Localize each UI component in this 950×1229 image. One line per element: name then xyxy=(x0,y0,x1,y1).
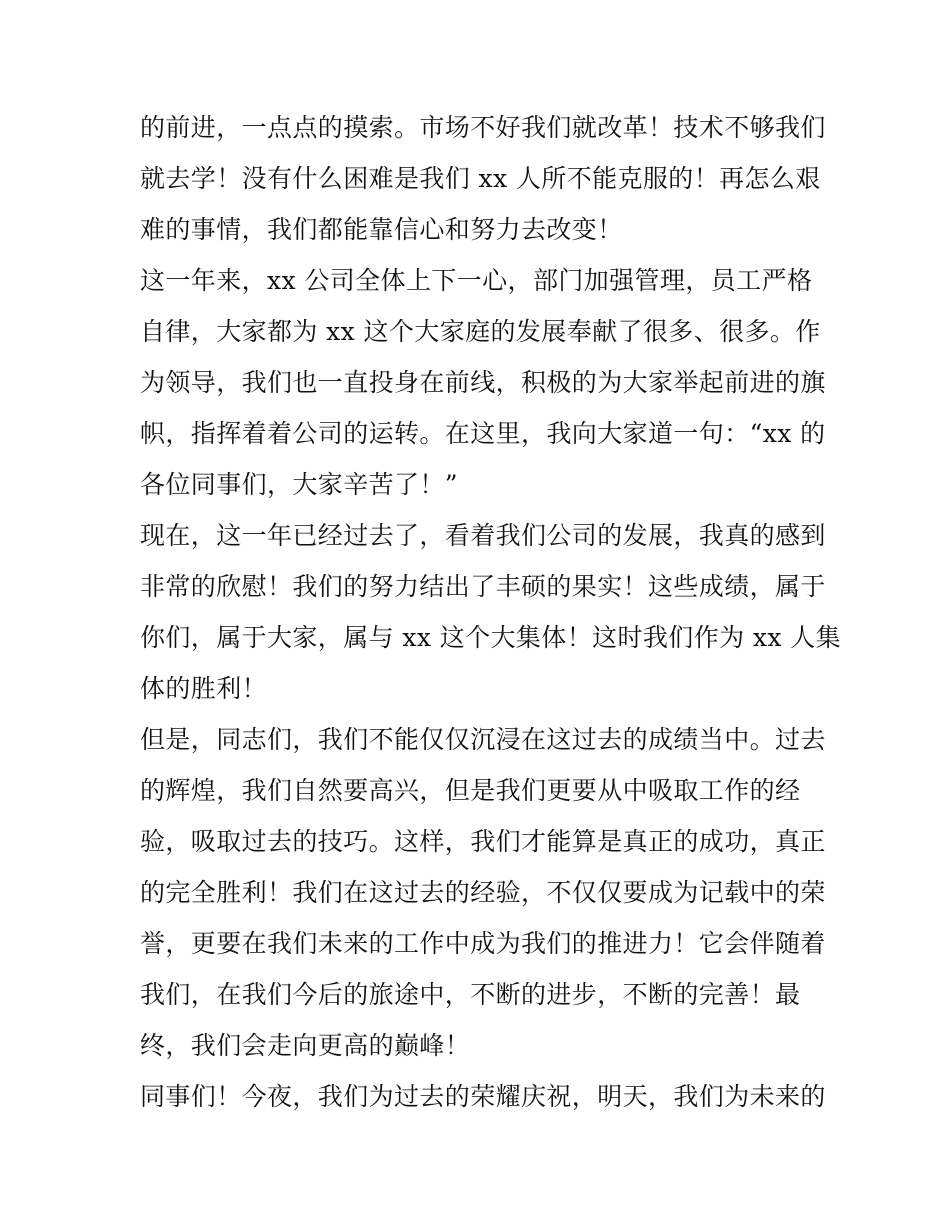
text-line: 非常的欣慰！我们的努力结出了丰硕的果实！这些成绩，属于 xyxy=(140,572,826,601)
text-line: 但是，同志们，我们不能仅仅沉浸在这过去的成绩当中。过去 xyxy=(140,725,826,754)
text-line: 帜，指挥着着公司的运转。在这里，我向大家道一句：“xx 的 xyxy=(140,419,826,448)
text-line: 就去学！没有什么困难是我们 xx 人所不能克服的！再怎么艰 xyxy=(140,164,821,193)
text-line: 的前进，一点点的摸索。市场不好我们就改革！技术不够我们 xyxy=(140,113,826,142)
text-line: 各位同事们，大家辛苦了！” xyxy=(140,470,458,499)
text-line: 这一年来，xx 公司全体上下一心，部门加强管理，员工严格 xyxy=(140,266,813,295)
text-line: 终，我们会走向更高的巅峰！ xyxy=(140,1031,471,1060)
text-line: 体的胜利！ xyxy=(140,674,268,703)
text-line: 你们，属于大家，属与 xx 这个大集体！这时我们作为 xx 人集 xyxy=(140,623,841,652)
text-line: 誉，更要在我们未来的工作中成为我们的推进力！它会伴随着 xyxy=(140,929,826,958)
text-line: 我们，在我们今后的旅途中，不断的进步，不断的完善！最 xyxy=(140,980,801,1009)
text-line: 现在，这一年已经过去了，看着我们公司的发展，我真的感到 xyxy=(140,521,826,550)
text-line: 的完全胜利！我们在这过去的经验，不仅仅要成为记载中的荣 xyxy=(140,878,826,907)
text-line: 的辉煌，我们自然要高兴，但是我们更要从中吸取工作的经 xyxy=(140,776,801,805)
text-line: 为领导，我们也一直投身在前线，积极的为大家举起前进的旗 xyxy=(140,368,826,397)
document-body xyxy=(140,102,841,1122)
text-line: 验，吸取过去的技巧。这样，我们才能算是真正的成功，真正 xyxy=(140,827,826,856)
text-line: 同事们！今夜，我们为过去的荣耀庆祝，明天，我们为未来的 xyxy=(140,1082,826,1111)
text-line: 自律，大家都为 xx 这个大家庭的发展奉献了很多、很多。作 xyxy=(140,317,821,346)
text-line: 难的事情，我们都能靠信心和努力去改变！ xyxy=(140,215,623,244)
